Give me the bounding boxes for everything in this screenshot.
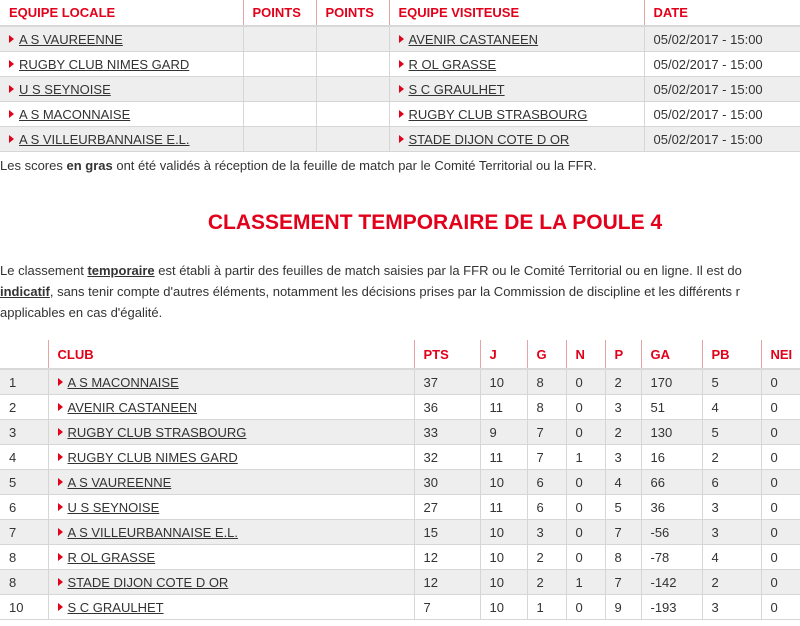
rank-cell: 2	[0, 395, 48, 420]
rank-cell: 4	[0, 445, 48, 470]
club-cell	[48, 369, 414, 395]
away-team-cell	[389, 26, 644, 52]
club-cell	[48, 495, 414, 520]
header-home-team: EQUIPE LOCALE	[0, 0, 243, 26]
j-cell: 10	[480, 595, 527, 620]
standings-header-row	[0, 340, 800, 369]
temporaire-emphasis: temporaire	[87, 263, 155, 278]
pb-cell: 5	[702, 420, 761, 445]
caret-right-icon	[58, 528, 63, 536]
p-cell: 8	[605, 545, 641, 570]
header-nei: NEI	[761, 340, 800, 369]
caret-right-icon	[399, 85, 404, 93]
p-cell: 7	[605, 570, 641, 595]
note-bold: en gras	[66, 158, 113, 173]
home-team-cell	[0, 52, 243, 77]
header-home-points: POINTS	[243, 0, 316, 26]
j-cell: 11	[480, 445, 527, 470]
away-team-link[interactable]: AVENIR CASTANEEN	[408, 31, 539, 47]
p-cell: 3	[605, 395, 641, 420]
caret-right-icon	[9, 135, 14, 143]
p-cell: 5	[605, 495, 641, 520]
p-cell: 3	[605, 445, 641, 470]
standings-row	[0, 470, 800, 495]
nei-cell: 0	[761, 595, 800, 620]
validation-note	[0, 158, 800, 173]
g-cell: 2	[527, 545, 566, 570]
club-link[interactable]: RUGBY CLUB STRASBOURG	[67, 424, 247, 440]
j-cell: 9	[480, 420, 527, 445]
pts-cell: 7	[414, 595, 480, 620]
club-link[interactable]: S C GRAULHET	[67, 599, 164, 615]
home-team-link[interactable]: A S VAUREENNE	[19, 31, 123, 47]
disclaimer-text: est établi à partir des feuilles de match saisies par la FFR ou le Comité Territorial ou en ligne. Il est do	[154, 263, 742, 278]
away-team-cell	[389, 127, 644, 152]
standings-row	[0, 420, 800, 445]
pts-cell: 15	[414, 520, 480, 545]
note-before: Les scores	[0, 158, 67, 173]
club-cell	[48, 520, 414, 545]
away-team-link[interactable]: R OL GRASSE	[408, 56, 497, 72]
g-cell: 8	[527, 369, 566, 395]
caret-right-icon	[399, 35, 404, 43]
home-team-cell	[0, 127, 243, 152]
club-cell	[48, 420, 414, 445]
rank-cell: 8	[0, 545, 48, 570]
ga-cell: 170	[641, 369, 702, 395]
club-cell	[48, 570, 414, 595]
club-link[interactable]: A S VAUREENNE	[67, 474, 172, 490]
pb-cell: 3	[702, 495, 761, 520]
date-cell: 05/02/2017 - 15:00	[644, 52, 800, 77]
g-cell: 7	[527, 420, 566, 445]
away-points-cell	[316, 52, 389, 77]
standings-table	[0, 340, 800, 620]
header-rank	[0, 340, 48, 369]
standings-row	[0, 520, 800, 545]
pts-cell: 12	[414, 545, 480, 570]
g-cell: 6	[527, 470, 566, 495]
j-cell: 11	[480, 395, 527, 420]
note-after: ont été validés à réception de la feuille de match par le Comité Territorial ou la FFR.	[112, 158, 597, 173]
rank-cell: 7	[0, 520, 48, 545]
away-team-link[interactable]: S C GRAULHET	[408, 81, 505, 97]
header-n: N	[566, 340, 605, 369]
ga-cell: 36	[641, 495, 702, 520]
pts-cell: 27	[414, 495, 480, 520]
disclaimer-line-2	[0, 281, 800, 302]
home-team-link[interactable]: RUGBY CLUB NIMES GARD	[19, 56, 190, 72]
p-cell: 2	[605, 420, 641, 445]
caret-right-icon	[399, 60, 404, 68]
pts-cell: 30	[414, 470, 480, 495]
ga-cell: 130	[641, 420, 702, 445]
pts-cell: 36	[414, 395, 480, 420]
caret-right-icon	[58, 478, 63, 486]
pts-cell: 33	[414, 420, 480, 445]
match-row	[0, 127, 800, 152]
nei-cell: 0	[761, 445, 800, 470]
caret-right-icon	[58, 378, 63, 386]
standings-row	[0, 395, 800, 420]
n-cell: 0	[566, 545, 605, 570]
caret-right-icon	[58, 428, 63, 436]
away-points-cell	[316, 127, 389, 152]
away-team-cell	[389, 52, 644, 77]
standings-row	[0, 545, 800, 570]
caret-right-icon	[58, 603, 63, 611]
away-team-link[interactable]: STADE DIJON COTE D OR	[408, 131, 570, 147]
rank-cell: 8	[0, 570, 48, 595]
home-team-cell	[0, 102, 243, 127]
club-link[interactable]: U S SEYNOISE	[67, 499, 160, 515]
g-cell: 2	[527, 570, 566, 595]
ga-cell: -142	[641, 570, 702, 595]
club-cell	[48, 470, 414, 495]
home-team-link[interactable]: A S VILLEURBANNAISE E.L.	[19, 131, 190, 147]
club-cell	[48, 595, 414, 620]
standings-title: CLASSEMENT TEMPORAIRE DE LA POULE 4	[207, 211, 663, 234]
home-points-cell	[243, 26, 316, 52]
pb-cell: 4	[702, 395, 761, 420]
caret-right-icon	[58, 553, 63, 561]
standings-row	[0, 570, 800, 595]
header-away-points: POINTS	[316, 0, 389, 26]
nei-cell: 0	[761, 570, 800, 595]
ga-cell: 66	[641, 470, 702, 495]
header-g: G	[527, 340, 566, 369]
pb-cell: 4	[702, 545, 761, 570]
caret-right-icon	[9, 110, 14, 118]
home-points-cell	[243, 77, 316, 102]
rank-cell: 5	[0, 470, 48, 495]
n-cell: 0	[566, 395, 605, 420]
club-link[interactable]: STADE DIJON COTE D OR	[67, 574, 229, 590]
nei-cell: 0	[761, 470, 800, 495]
ga-cell: 51	[641, 395, 702, 420]
g-cell: 1	[527, 595, 566, 620]
rank-cell: 1	[0, 369, 48, 395]
n-cell: 0	[566, 520, 605, 545]
g-cell: 7	[527, 445, 566, 470]
club-link[interactable]: R OL GRASSE	[67, 549, 156, 565]
header-j: J	[480, 340, 527, 369]
j-cell: 11	[480, 495, 527, 520]
pb-cell: 3	[702, 595, 761, 620]
away-points-cell	[316, 102, 389, 127]
standings-row	[0, 495, 800, 520]
j-cell: 10	[480, 545, 527, 570]
caret-right-icon	[58, 578, 63, 586]
indicatif-emphasis: indicatif	[0, 284, 50, 299]
away-team-cell	[389, 102, 644, 127]
away-points-cell	[316, 26, 389, 52]
matches-header-row	[0, 0, 800, 26]
p-cell: 2	[605, 369, 641, 395]
header-club: CLUB	[48, 340, 414, 369]
header-date: DATE	[644, 0, 800, 26]
n-cell: 1	[566, 570, 605, 595]
ga-cell: -193	[641, 595, 702, 620]
n-cell: 0	[566, 595, 605, 620]
n-cell: 0	[566, 495, 605, 520]
caret-right-icon	[58, 503, 63, 511]
home-team-link[interactable]: U S SEYNOISE	[19, 81, 111, 97]
disclaimer-text: Le classement	[0, 263, 88, 278]
home-points-cell	[243, 127, 316, 152]
n-cell: 0	[566, 420, 605, 445]
pb-cell: 2	[702, 445, 761, 470]
j-cell: 10	[480, 470, 527, 495]
date-cell: 05/02/2017 - 15:00	[644, 102, 800, 127]
pts-cell: 32	[414, 445, 480, 470]
home-points-cell	[243, 102, 316, 127]
disclaimer-line-1	[0, 260, 800, 281]
nei-cell: 0	[761, 495, 800, 520]
pb-cell: 5	[702, 369, 761, 395]
j-cell: 10	[480, 520, 527, 545]
away-points-cell	[316, 77, 389, 102]
p-cell: 9	[605, 595, 641, 620]
nei-cell: 0	[761, 545, 800, 570]
header-pts: PTS	[414, 340, 480, 369]
g-cell: 3	[527, 520, 566, 545]
caret-right-icon	[399, 110, 404, 118]
standings-row	[0, 595, 800, 620]
club-link[interactable]: AVENIR CASTANEEN	[67, 399, 198, 415]
date-cell: 05/02/2017 - 15:00	[644, 127, 800, 152]
matches-table	[0, 0, 800, 152]
date-cell: 05/02/2017 - 15:00	[644, 77, 800, 102]
club-link[interactable]: RUGBY CLUB NIMES GARD	[67, 449, 238, 465]
g-cell: 8	[527, 395, 566, 420]
n-cell: 0	[566, 369, 605, 395]
rank-cell: 6	[0, 495, 48, 520]
ga-cell: -78	[641, 545, 702, 570]
caret-right-icon	[9, 85, 14, 93]
n-cell: 1	[566, 445, 605, 470]
pts-cell: 12	[414, 570, 480, 595]
header-p: P	[605, 340, 641, 369]
away-team-cell	[389, 77, 644, 102]
header-ga: GA	[641, 340, 702, 369]
club-cell	[48, 395, 414, 420]
caret-right-icon	[58, 453, 63, 461]
standings-body	[0, 369, 800, 620]
match-row	[0, 26, 800, 52]
n-cell: 0	[566, 470, 605, 495]
ga-cell: -56	[641, 520, 702, 545]
disclaimer-line-3: applicables en cas d'égalité.	[0, 305, 163, 320]
disclaimer-text: , sans tenir compte d'autres éléments, notamment les décisions prises par la Commission de discipline et les différents r	[49, 284, 740, 299]
pts-cell: 37	[414, 369, 480, 395]
date-cell: 05/02/2017 - 15:00	[644, 26, 800, 52]
home-team-cell	[0, 26, 243, 52]
club-link[interactable]: A S MACONNAISE	[67, 374, 179, 390]
home-team-cell	[0, 77, 243, 102]
standings-row	[0, 445, 800, 470]
j-cell: 10	[480, 570, 527, 595]
pb-cell: 3	[702, 520, 761, 545]
home-points-cell	[243, 52, 316, 77]
club-link[interactable]: A S VILLEURBANNAISE E.L.	[67, 524, 239, 540]
caret-right-icon	[9, 35, 14, 43]
rank-cell: 3	[0, 420, 48, 445]
j-cell: 10	[480, 369, 527, 395]
nei-cell: 0	[761, 420, 800, 445]
rank-cell: 10	[0, 595, 48, 620]
header-pb: PB	[702, 340, 761, 369]
away-team-link[interactable]: RUGBY CLUB STRASBOURG	[408, 106, 588, 122]
nei-cell: 0	[761, 395, 800, 420]
caret-right-icon	[58, 403, 63, 411]
nei-cell: 0	[761, 369, 800, 395]
g-cell: 6	[527, 495, 566, 520]
match-row	[0, 102, 800, 127]
nei-cell: 0	[761, 520, 800, 545]
club-cell	[48, 545, 414, 570]
p-cell: 4	[605, 470, 641, 495]
club-cell	[48, 445, 414, 470]
p-cell: 7	[605, 520, 641, 545]
standings-row	[0, 369, 800, 395]
match-row	[0, 77, 800, 102]
matches-body	[0, 26, 800, 152]
pb-cell: 2	[702, 570, 761, 595]
header-away-team: EQUIPE VISITEUSE	[389, 0, 644, 26]
ga-cell: 16	[641, 445, 702, 470]
standings-disclaimer	[0, 260, 800, 323]
caret-right-icon	[399, 135, 404, 143]
pb-cell: 6	[702, 470, 761, 495]
caret-right-icon	[9, 60, 14, 68]
match-row	[0, 52, 800, 77]
home-team-link[interactable]: A S MACONNAISE	[19, 106, 131, 122]
